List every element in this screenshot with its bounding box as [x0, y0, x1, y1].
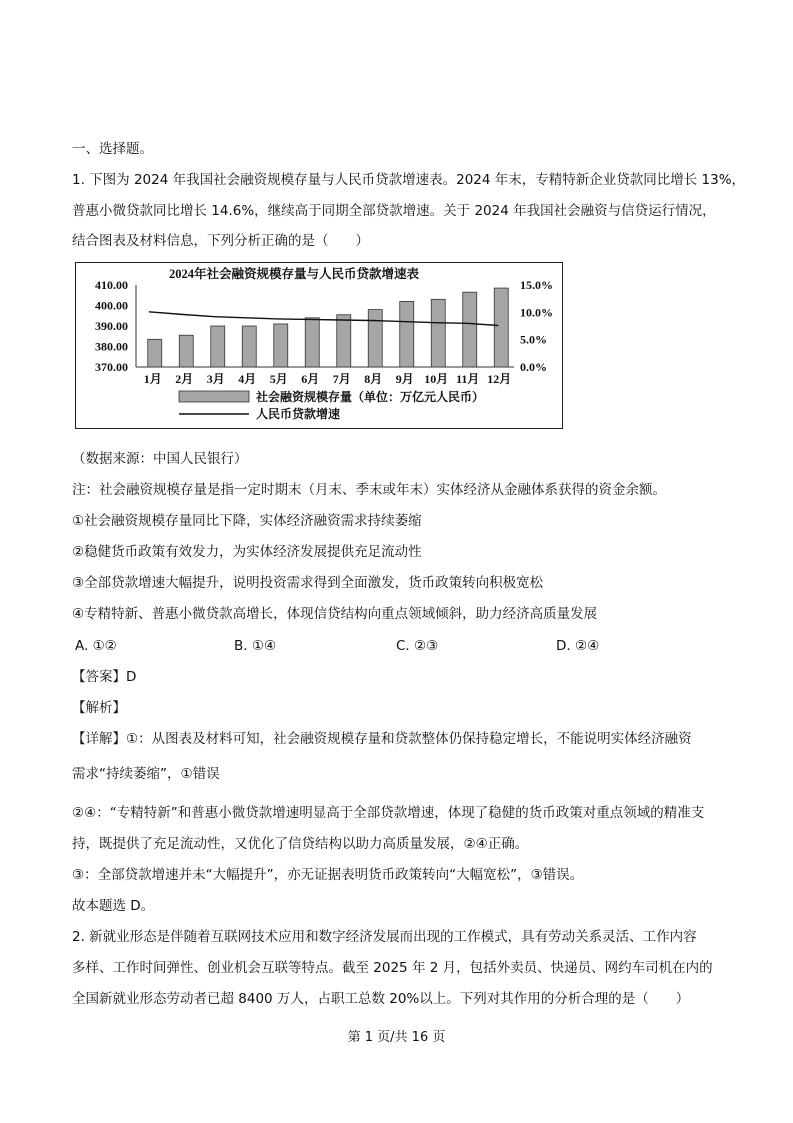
bar-12月 [494, 288, 508, 367]
y-tick-label: 410.00 [95, 278, 128, 292]
x-tick-label: 7月 [332, 372, 351, 386]
statement-1: ①社会融资规模存量同比下降，实体经济融资需求持续萎缩 [72, 513, 422, 529]
option-b: B. ①④ [234, 638, 277, 654]
y2-tick-label: 0.0% [520, 360, 547, 374]
bar-8月 [368, 310, 382, 367]
y2-tick-label: 15.0% [520, 278, 553, 292]
x-tick-label: 2月 [175, 372, 194, 386]
legend-bar-swatch [179, 391, 249, 402]
x-tick-label: 11月 [456, 372, 480, 386]
chart-figure [75, 262, 563, 429]
question-1-stem-line-2: 普惠小微贷款同比增长 14.6%，继续高于同期全部贷款增速。关于 2024 年我国社会融资与信贷运行情况， [72, 203, 716, 219]
bar-4月 [242, 326, 256, 367]
y2-tick-label: 10.0% [520, 305, 553, 320]
chart-title: 2024年社会融资规模存量与人民币贷款增速表 [168, 267, 420, 281]
y-tick-label: 390.00 [95, 319, 128, 333]
bar-1月 [148, 339, 162, 367]
y-tick-label: 380.00 [95, 339, 128, 354]
data-source: （数据来源：中国人民银行） [72, 451, 248, 467]
legend-bar-label: 社会融资规模存量（单位：万亿元人民币） [256, 390, 485, 404]
y-tick-label: 400.00 [95, 298, 128, 313]
y2-tick-label: 5.0% [520, 332, 547, 347]
option-a: A. ①② [75, 638, 117, 654]
x-tick-label: 1月 [143, 372, 162, 386]
statement-3: ③全部贷款增速大幅提升，说明投资需求得到全面激发，货币政策转向积极宽松 [72, 575, 544, 591]
x-tick-label: 9月 [395, 372, 414, 386]
page-footer: 第 1 页/共 16 页 [347, 1030, 446, 1045]
question-1-stem-line-1: 1. 下图为 2024 年我国社会融资规模存量与人民币贷款增速表。2024 年末，专精特新企业贷款同比增长 13%， [72, 172, 746, 188]
y-tick-label: 370.00 [95, 360, 128, 374]
bar-6月 [305, 318, 319, 367]
detail-line-6: 故本题选 D。 [72, 898, 155, 914]
x-tick-label: 12月 [487, 372, 512, 386]
detail-line-3: ②④：“专精特新”和普惠小微贷款增速明显高于全部贷款增速，体现了稳健的货币政策对重点领域的精准支 [72, 805, 705, 821]
question-2-stem-line-2: 多样、工作时间弹性、创业机会互联等特点。截至 2025 年 2 月，包括外卖员、快递员、网约车司机在内的 [72, 960, 713, 976]
chart-note: 注：社会融资规模存量是指一定时期末（月末、季末或年末）实体经济从金融体系获得的资金余额。 [72, 482, 666, 498]
bar-2月 [179, 335, 193, 367]
x-tick-label: 4月 [238, 372, 257, 386]
question-1-stem-line-3: 结合图表及材料信息，下列分析正确的是（ ） [72, 233, 369, 249]
x-tick-label: 3月 [206, 372, 225, 386]
x-tick-label: 8月 [364, 372, 383, 386]
chart-svg [76, 263, 562, 428]
bar-3月 [211, 326, 225, 367]
detail-line-2: 需求“持续萎缩”，①错误 [72, 766, 220, 782]
x-tick-label: 6月 [301, 372, 320, 386]
bar-7月 [337, 315, 351, 367]
option-c: C. ②③ [396, 638, 439, 654]
option-d: D. ②④ [556, 638, 600, 654]
bar-10月 [431, 299, 445, 367]
detail-line-4: 持，既提供了充足流动性，又优化了信贷结构以助力高质量发展，②④正确。 [72, 836, 529, 852]
detail-line-1: 【详解】①：从图表及材料可知，社会融资规模存量和贷款整体仍保持稳定增长，不能说明实体经济融资 [72, 731, 692, 747]
question-2-stem-line-1: 2. 新就业形态是伴随着互联网技术应用和数字经济发展而出现的工作模式，具有劳动关系灵活、工作内容 [72, 929, 697, 945]
analysis-label: 【解析】 [72, 700, 126, 716]
statement-4: ④专精特新、普惠小微贷款高增长，体现信贷结构向重点领域倾斜，助力经济高质量发展 [72, 606, 598, 622]
x-tick-label: 10月 [424, 372, 449, 386]
question-2-stem-line-3: 全国新就业形态劳动者已超 8400 万人，占职工总数 20%以上。下列对其作用的分析合理的是（ ） [72, 991, 690, 1007]
statement-2: ②稳健货币政策有效发力，为实体经济发展提供充足流动性 [72, 544, 422, 560]
section-title: 一、选择题。 [72, 141, 153, 157]
x-tick-label: 5月 [269, 372, 288, 386]
legend-line-label: 人民币贷款增速 [256, 407, 341, 421]
bar-5月 [274, 324, 288, 367]
loan-growth-line [149, 312, 499, 326]
detail-line-5: ③：全部贷款增速并未“大幅提升”，亦无证据表明货币政策转向“大幅宽松”，③错误。 [72, 867, 584, 883]
bar-11月 [463, 292, 477, 367]
answer: 【答案】D [72, 669, 137, 685]
bar-9月 [400, 301, 414, 367]
